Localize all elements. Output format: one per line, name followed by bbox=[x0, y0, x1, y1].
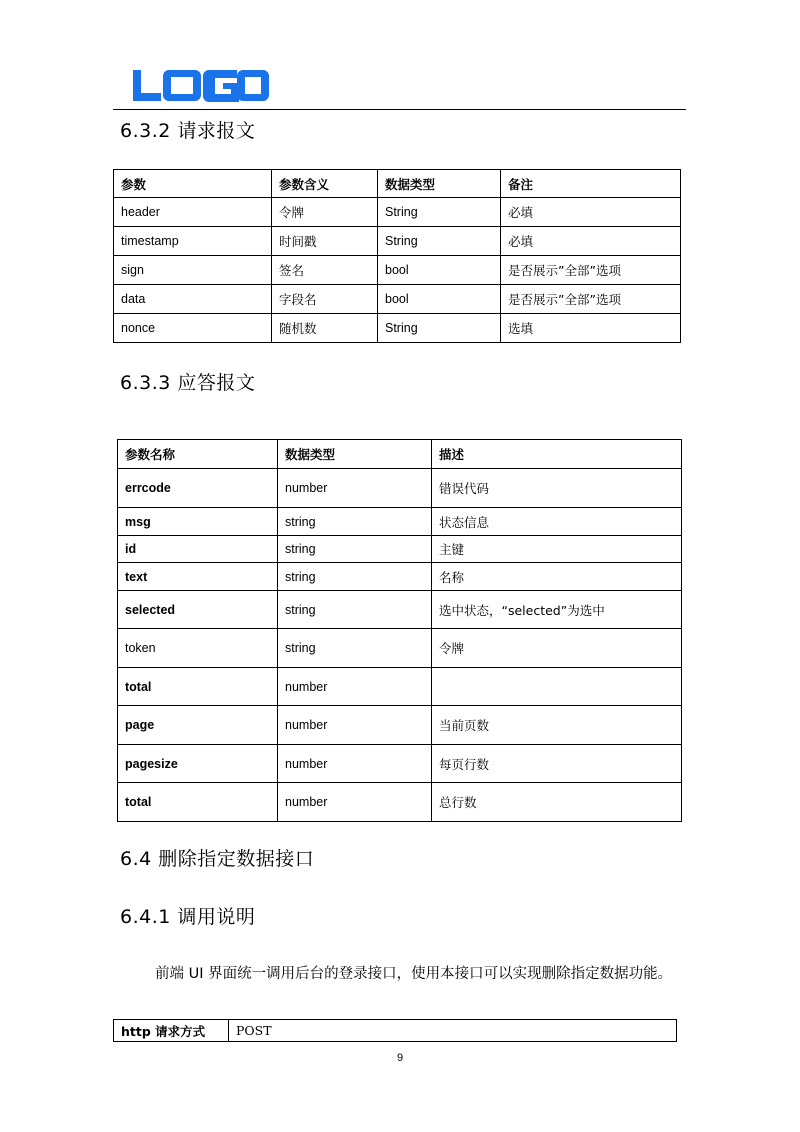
param-meaning-cell: 字段名 bbox=[272, 285, 378, 314]
table-row bbox=[118, 536, 682, 563]
section-title-usage: 6.4.1 调用说明 bbox=[120, 906, 256, 928]
response-table bbox=[117, 439, 682, 822]
remark-cell: 必填 bbox=[501, 227, 681, 256]
description-cell: 主键 bbox=[432, 536, 682, 563]
column-header: 描述 bbox=[432, 440, 682, 469]
table-row bbox=[114, 285, 681, 314]
description-cell: 总行数 bbox=[432, 783, 682, 822]
section-title-request: 6.3.2 请求报文 bbox=[120, 120, 256, 142]
data-type-cell: number bbox=[278, 745, 432, 783]
remark-cell: 必填 bbox=[501, 198, 681, 227]
table-row bbox=[114, 1020, 677, 1042]
request-table-header-row bbox=[114, 170, 681, 198]
param-name-cell: timestamp bbox=[114, 227, 272, 256]
data-type-cell: string bbox=[278, 563, 432, 591]
data-type-cell: string bbox=[278, 591, 432, 629]
data-type-cell: bool bbox=[378, 285, 501, 314]
data-type-cell: number bbox=[278, 469, 432, 508]
remark-cell: 是否展示”全部”选项 bbox=[501, 256, 681, 285]
section-title-delete: 6.4 删除指定数据接口 bbox=[120, 848, 315, 870]
table-row bbox=[118, 745, 682, 783]
http-method-table bbox=[113, 1019, 677, 1042]
table-row bbox=[118, 563, 682, 591]
logo bbox=[131, 68, 271, 102]
param-name-cell: nonce bbox=[114, 314, 272, 343]
data-type-cell: String bbox=[378, 314, 501, 343]
param-name-cell: sign bbox=[114, 256, 272, 285]
http-method-value: POST bbox=[229, 1020, 677, 1042]
param-name-cell: header bbox=[114, 198, 272, 227]
column-header: 数据类型 bbox=[378, 170, 501, 198]
data-type-cell: number bbox=[278, 783, 432, 822]
param-name-cell: errcode bbox=[118, 469, 278, 508]
http-method-label: http 请求方式 bbox=[114, 1020, 229, 1042]
page-number: 9 bbox=[396, 1052, 404, 1064]
data-type-cell: String bbox=[378, 227, 501, 256]
description-cell: 错误代码 bbox=[432, 469, 682, 508]
column-header: 备注 bbox=[501, 170, 681, 198]
column-header: 参数 bbox=[114, 170, 272, 198]
param-name-cell: total bbox=[118, 668, 278, 706]
data-type-cell: string bbox=[278, 536, 432, 563]
table-row bbox=[118, 508, 682, 536]
param-name-cell: msg bbox=[118, 508, 278, 536]
param-meaning-cell: 签名 bbox=[272, 256, 378, 285]
param-name-cell: selected bbox=[118, 591, 278, 629]
section-title-response: 6.3.3 应答报文 bbox=[120, 372, 256, 394]
description-cell: 令牌 bbox=[432, 629, 682, 668]
param-name-cell: data bbox=[114, 285, 272, 314]
param-name-cell: pagesize bbox=[118, 745, 278, 783]
table-row bbox=[118, 591, 682, 629]
data-type-cell: number bbox=[278, 668, 432, 706]
table-row bbox=[118, 706, 682, 745]
param-meaning-cell: 随机数 bbox=[272, 314, 378, 343]
column-header: 数据类型 bbox=[278, 440, 432, 469]
param-meaning-cell: 令牌 bbox=[272, 198, 378, 227]
param-name-cell: id bbox=[118, 536, 278, 563]
data-type-cell: bool bbox=[378, 256, 501, 285]
data-type-cell: string bbox=[278, 629, 432, 668]
data-type-cell: String bbox=[378, 198, 501, 227]
header-rule bbox=[113, 109, 686, 110]
data-type-cell: string bbox=[278, 508, 432, 536]
description-cell: 状态信息 bbox=[432, 508, 682, 536]
description-cell: 当前页数 bbox=[432, 706, 682, 745]
description-cell bbox=[432, 668, 682, 706]
remark-cell: 选填 bbox=[501, 314, 681, 343]
column-header: 参数含义 bbox=[272, 170, 378, 198]
table-row bbox=[114, 314, 681, 343]
table-row bbox=[118, 783, 682, 822]
table-row bbox=[118, 629, 682, 668]
description-cell: 名称 bbox=[432, 563, 682, 591]
request-table bbox=[113, 169, 681, 343]
description-cell: 选中状态，“selected”为选中 bbox=[432, 591, 682, 629]
table-row bbox=[118, 668, 682, 706]
data-type-cell: number bbox=[278, 706, 432, 745]
column-header: 参数名称 bbox=[118, 440, 278, 469]
param-name-cell: total bbox=[118, 783, 278, 822]
param-name-cell: token bbox=[118, 629, 278, 668]
table-row bbox=[114, 227, 681, 256]
param-meaning-cell: 时间戳 bbox=[272, 227, 378, 256]
param-name-cell: page bbox=[118, 706, 278, 745]
remark-cell: 是否展示”全部”选项 bbox=[501, 285, 681, 314]
usage-paragraph: 前端 UI 界面统一调用后台的登录接口，使用本接口可以实现删除指定数据功能。 bbox=[155, 966, 673, 982]
table-row bbox=[118, 469, 682, 508]
table-row bbox=[114, 198, 681, 227]
response-table-header-row bbox=[118, 440, 682, 469]
table-row bbox=[114, 256, 681, 285]
description-cell: 每页行数 bbox=[432, 745, 682, 783]
param-name-cell: text bbox=[118, 563, 278, 591]
